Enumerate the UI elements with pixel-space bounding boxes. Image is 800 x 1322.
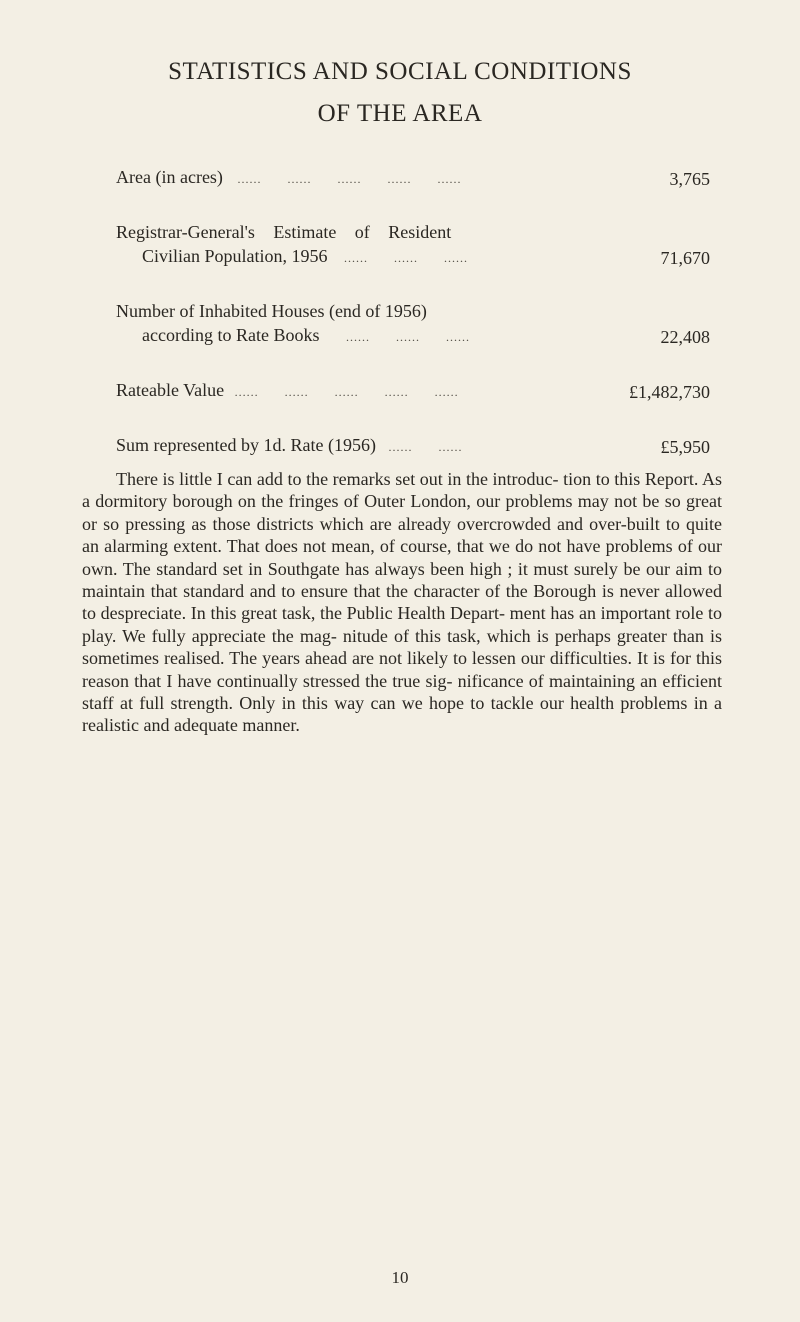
page-number: 10 [391,1268,409,1287]
stat-houses [116,299,710,349]
page-subtitle: OF THE AREA [317,100,483,127]
stat-label: Area (in acres) [116,167,223,187]
leader-dots: ...... ...... ...... [345,330,470,344]
stat-label-continued: according to Rate Books [142,325,320,345]
stat-rateable-value [116,378,710,404]
stat-value: 71,670 [660,248,710,268]
stat-value: 3,765 [669,169,710,189]
stat-label-continued: Civilian Population, 1956 [142,246,328,266]
stat-row [116,323,710,349]
body-paragraph [82,468,722,737]
stat-row [116,165,710,191]
stat-row [116,244,710,270]
stat-label: Number of Inhabited Houses (end of 1956) [116,301,427,321]
stat-area [116,165,710,191]
stat-population [116,220,710,270]
stat-value: 22,408 [660,327,710,347]
leader-dots: ...... ...... [388,440,463,454]
page-title: STATISTICS AND SOCIAL CONDITIONS [168,58,632,85]
leader-dots: ...... ...... ...... ...... ...... [237,172,462,186]
stat-value: £1,482,730 [629,382,710,402]
stat-row [116,378,710,404]
leader-dots: ...... ...... ...... [344,251,469,265]
stat-value: £5,950 [660,437,710,457]
paragraph-text: There is little I can add to the remarks set out in the introduc- tion to this Report. As a dormitory borough on the fringes of Outer London, our problems may not be so great or so pressing as those districts which are already overcrowded and over-built to quite an alarming extent. That does not mean, of course, that we do not have problems of our own. The standard set in Southgate has always been high ; it must surely be our aim to maintain that standard and to ensure that the character of the Borough is never allowed to despreciate. In this great task, the Public Health Depart- ment has an important role to play. We fully appreciate the mag- nitude of this task, which is perhaps greater than is sometimes realised. The years ahead are not likely to lessen our difficulties. It is for this reason that I have continually stressed the true sig- nificance of maintaining an efficient staff at full strength. Only in this way can we hope to tackle our health problems in a realistic and adequate manner. [82,469,722,736]
leader-dots: ...... ...... ...... ...... ...... [234,385,459,399]
stat-label: Sum represented by 1d. Rate (1956) [116,435,376,455]
stat-label: Rateable Value [116,380,225,400]
stat-penny-rate [116,433,710,459]
statistics-list [116,165,710,459]
stat-row [116,433,710,459]
stat-label: Registrar-General's Estimate of Resident [116,222,452,242]
